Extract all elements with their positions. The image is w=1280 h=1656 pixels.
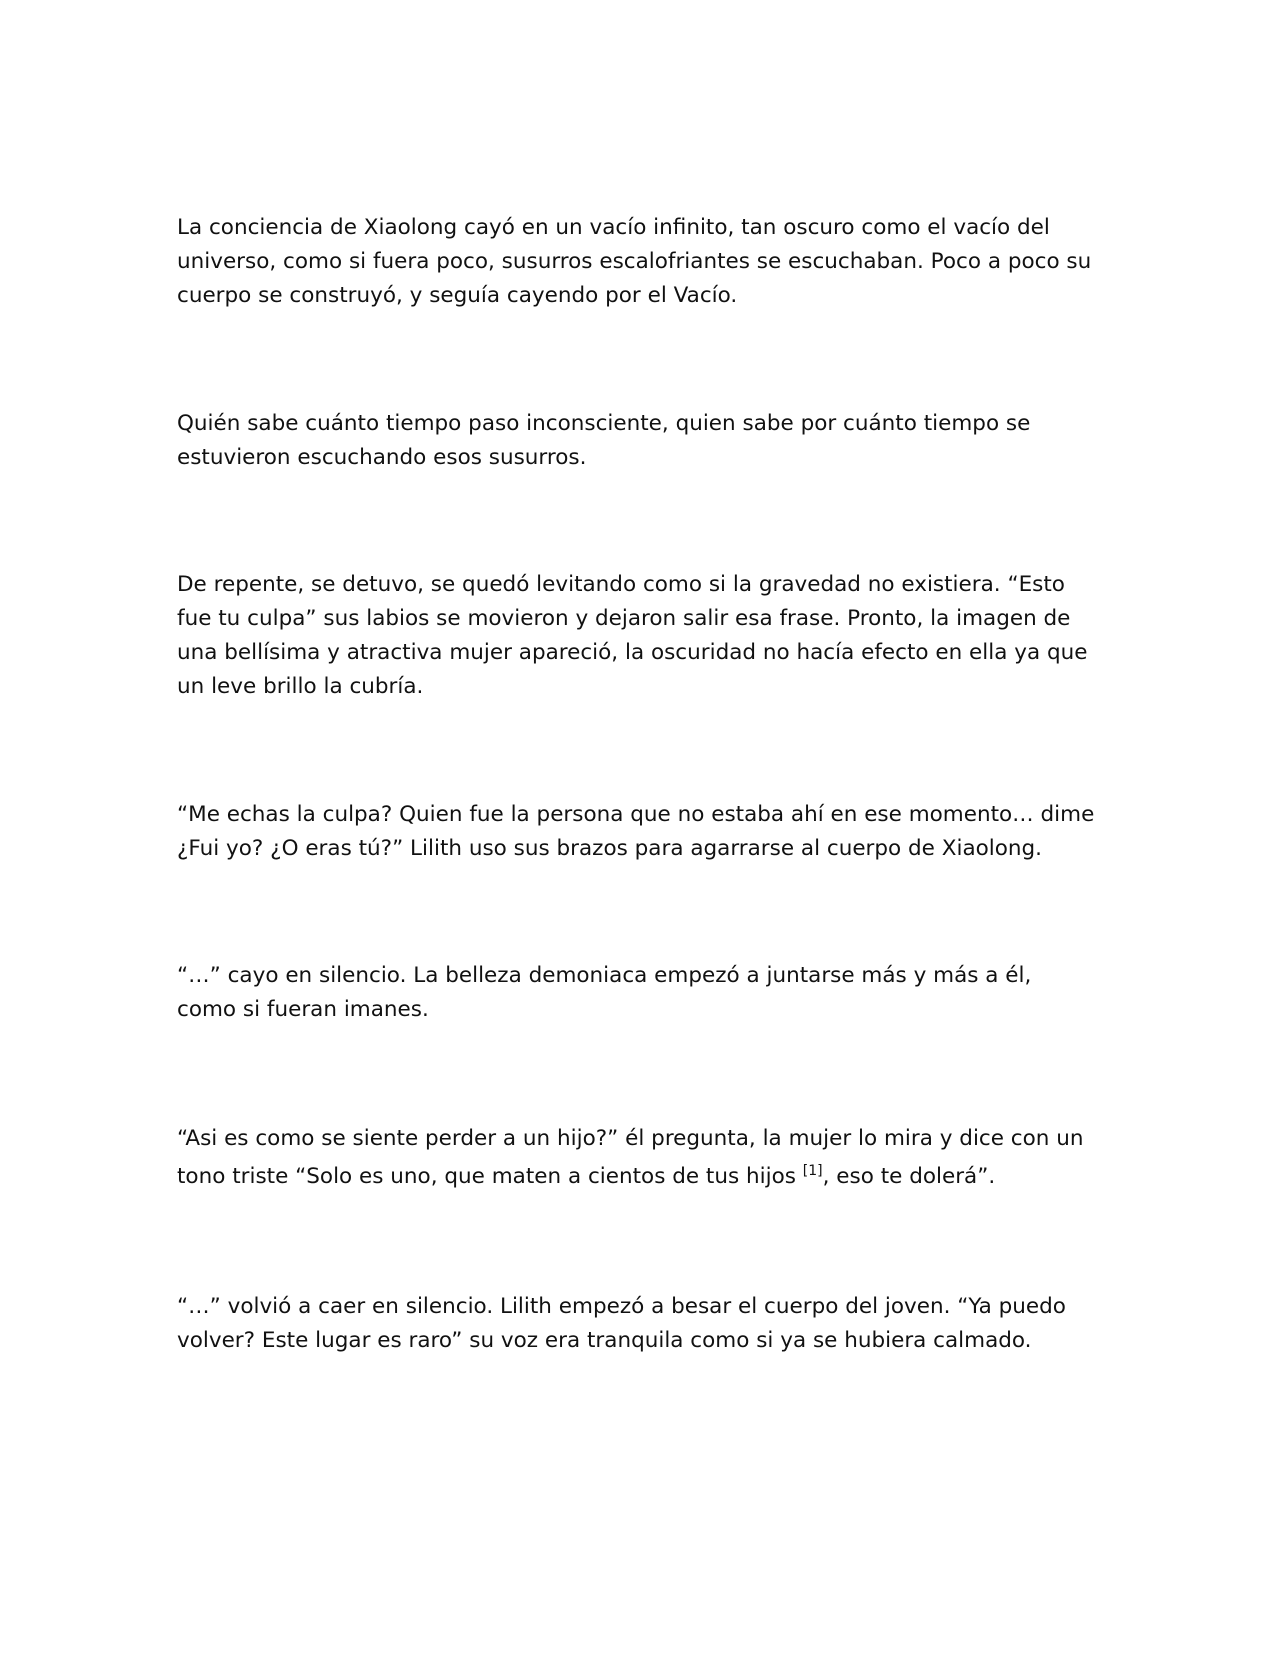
paragraph-6-text-after: , eso te dolerá”.: [822, 1164, 996, 1189]
paragraph-6-text-before: “Asi es como se siente perder a un hijo?” él pregunta, la mujer lo mira y dice con un tono triste “Solo es uno, que maten a cientos de tus hijos: [177, 1126, 1084, 1189]
paragraph-2: Quién sabe cuánto tiempo paso inconsciente, quien sabe por cuánto tiempo se estuvieron escuchando esos susurros.: [177, 411, 1031, 470]
footnote-marker[interactable]: [1]: [802, 1162, 823, 1179]
paragraph-1: La conciencia de Xiaolong cayó en un vacío infinito, tan oscuro como el vacío del universo, como si fuera poco, susurros escalofriantes se escuchaban. Poco a poco su cuerpo se construyó, y seguía cayendo por el Vacío.: [177, 215, 1092, 308]
paragraph-4: “Me echas la culpa? Quien fue la persona que no estaba ahí en ese momento… dime ¿Fui yo? ¿O eras tú?” Lilith uso sus brazos para agarrarse al cuerpo de Xiaolong.: [177, 802, 1095, 861]
paragraph-5: “…” cayo en silencio. La belleza demoniaca empezó a juntarse más y más a él, como si fueran imanes.: [177, 963, 1032, 1022]
paragraph-7: “…” volvió a caer en silencio. Lilith empezó a besar el cuerpo del joven. “Ya puedo volver? Este lugar es raro” su voz era tranquila como si ya se hubiera calmado.: [177, 1294, 1066, 1353]
paragraph-3: De repente, se detuvo, se quedó levitando como si la gravedad no existiera. “Esto fue tu culpa” sus labios se movieron y dejaron salir esa frase. Pronto, la imagen de una bellísima y atractiva mujer apareció, la oscuridad no hacía efecto en ella ya que un leve brillo la cubría.: [177, 572, 1088, 699]
paragraph-6: [177, 1120, 1097, 1196]
